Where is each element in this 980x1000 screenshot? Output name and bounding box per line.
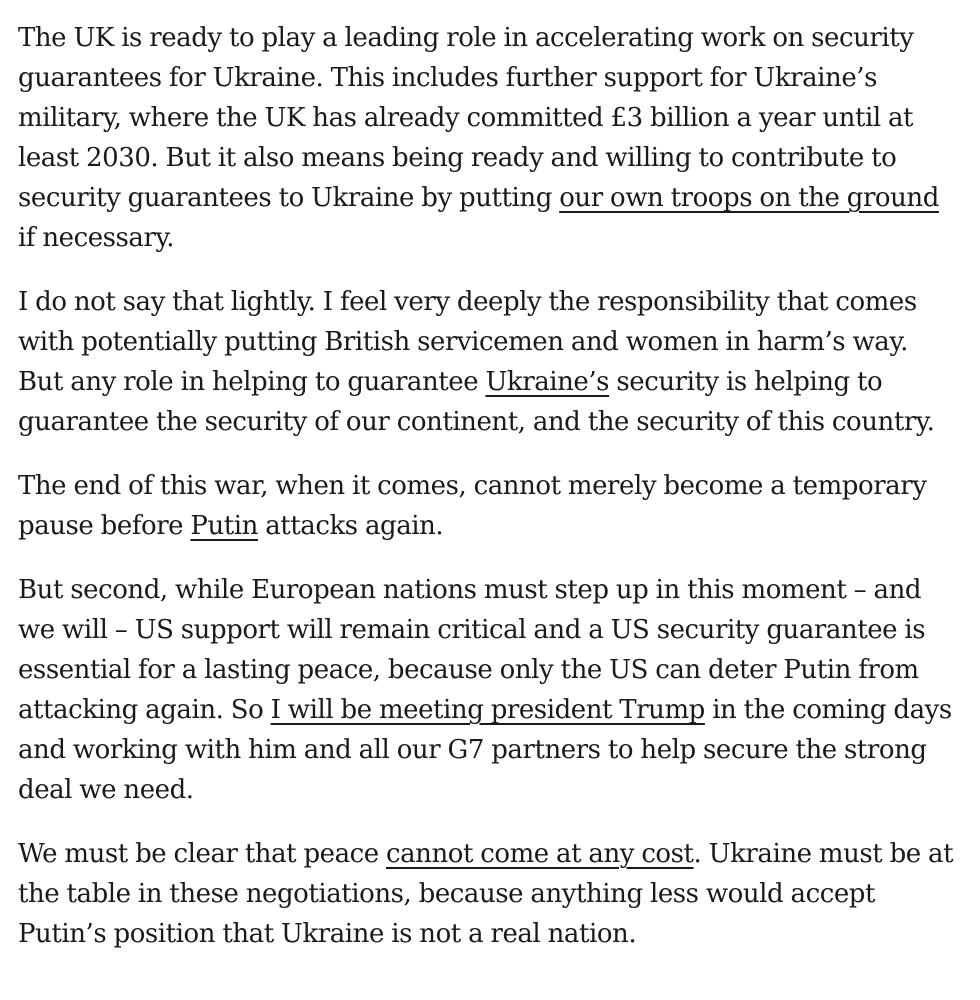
paragraph-text: The UK is ready to play a leading role in accelerating work on security guarantees for Ukraine. This includes further support for Ukraine’s military, where the UK has already committed £3 billion a year until at least 2030. But it also means being ready and willing to contribute to security guarantees to Ukraine by putting <box>18 23 914 213</box>
link-putin[interactable]: Putin <box>190 511 258 541</box>
paragraph-text: The end of this war, when it comes, cannot merely become a temporary pause before <box>18 471 927 541</box>
paragraph-text: We must be clear that peace <box>18 839 387 869</box>
paragraph-us-support <box>18 570 960 810</box>
paragraph-text: if necessary. <box>18 223 175 253</box>
link-our-own-troops-on-the-ground[interactable]: our own troops on the ground <box>559 183 939 213</box>
paragraph-text: security is helping to guarantee the security of our continent, and the security of this country. <box>18 367 935 437</box>
paragraph-text: But second, while European nations must step up in this moment – and we will – US support will remain critical and a US security guarantee is essential for a lasting peace, because only the US can deter Putin from attacking again. So <box>18 575 926 725</box>
paragraph-text: . Ukraine must be at the table in these negotiations, because anything less would accept Putin’s position that Ukraine is not a real nation. <box>18 839 954 949</box>
paragraph-end-of-war <box>18 466 960 546</box>
paragraph-troops <box>18 18 960 258</box>
paragraph-responsibility <box>18 282 960 442</box>
link-ukraines[interactable]: Ukraine’s <box>485 367 610 397</box>
link-cannot-come-at-any-cost[interactable]: cannot come at any cost <box>386 839 694 869</box>
paragraph-text: attacks again. <box>257 511 444 541</box>
paragraph-peace-cost <box>18 834 960 954</box>
paragraph-text: in the coming days and working with him and all our G7 partners to help secure the strong deal we need. <box>18 695 952 805</box>
link-meeting-president-trump[interactable]: I will be meeting president Trump <box>270 695 705 725</box>
paragraph-text: I do not say that lightly. I feel very deeply the responsibility that comes with potentially putting British servicemen and women in harm’s way. But any role in helping to guarantee <box>18 287 917 397</box>
